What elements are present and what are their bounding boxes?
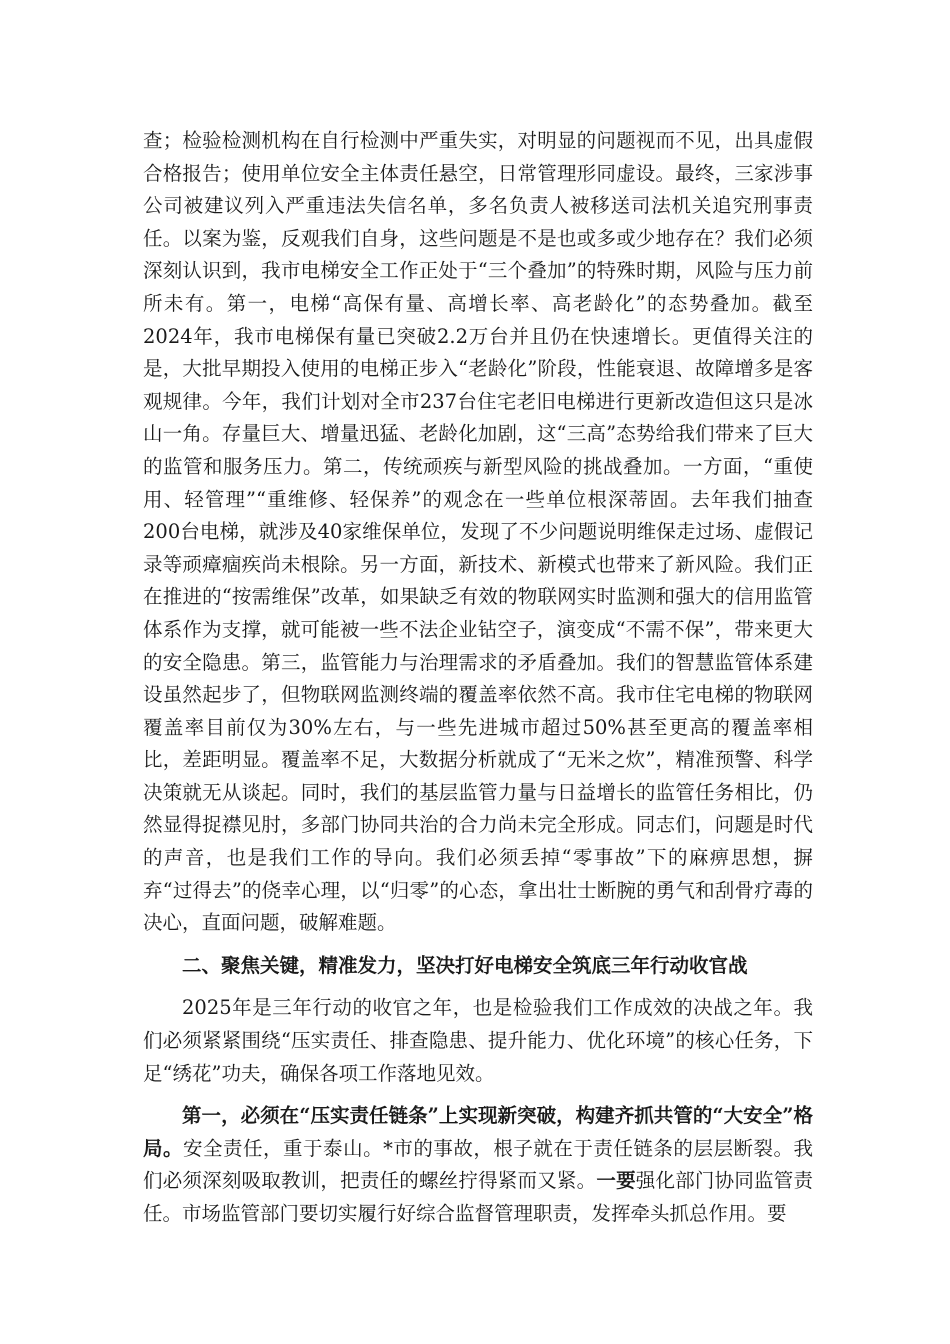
- document-page: [143, 125, 813, 1231]
- section-heading: 二、聚焦关键，精准发力，坚决打好电梯安全筑底三年行动收官战: [182, 953, 748, 977]
- body-paragraph: [143, 1100, 813, 1230]
- emphasis-text: 一要: [596, 1169, 636, 1193]
- emphasis-text: 第一，必须在“压实责任链条”上实现新突破，构建齐抓共管的“大安全”格局。: [143, 1104, 813, 1160]
- body-paragraph: 2025年是三年行动的收官之年，也是检验我们工作成效的决战之年。我们必须紧紧围绕“压实责任、排查隐患、提升能力、优化环境”的核心任务，下足“绣花”功夫，确保各项工作落地见效。: [143, 996, 813, 1085]
- body-paragraph: 查；检验检测机构在自行检测中严重失实，对明显的问题视而不见，出具虚假合格报告；使用单位安全主体责任悬空，日常管理形同虚设。最终，三家涉事公司被建议列入严重违法失信名单，多名负责人被移送司法机关追究刑事责任。以案为鉴，反观我们自身，这些问题是不是也或多或少地存在？我们必须深刻认识到，我市电梯安全工作正处于“三个叠加”的特殊时期，风险与压力前所未有。第一，电梯“高保有量、高增长率、高老龄化”的态势叠加。截至2024年，我市电梯保有量已突破2.2万台并且仍在快速增长。更值得关注的是，大批早期投入使用的电梯正步入“老龄化”阶段，性能衰退、故障增多是客观规律。今年，我们计划对全市237台住宅老旧电梯进行更新改造但这只是冰山一角。存量巨大、增量迅猛、老龄化加剧，这“三高”态势给我们带来了巨大的监管和服务压力。第二，传统顽疾与新型风险的挑战叠加。一方面，“重使用、轻管理”“重维修、轻保养”的观念在一些单位根深蒂固。去年我们抽查200台电梯，就涉及40家维保单位，发现了不少问题说明维保走过场、虚假记录等顽瘴痼疾尚未根除。另一方面，新技术、新模式也带来了新风险。我们正在推进的“按需维保”改革，如果缺乏有效的物联网实时监测和强大的信用监管体系作为支撑，就可能被一些不法企业钻空子，演变成“不需不保”，带来更大的安全隐患。第三，监管能力与治理需求的矛盾叠加。我们的智慧监管体系建设虽然起步了，但物联网监测终端的覆盖率依然不高。我市住宅电梯的物联网覆盖率目前仅为30%左右，与一些先进城市超过50%甚至更高的覆盖率相比，差距明显。覆盖率不足，大数据分析就成了“无米之炊”，精准预警、科学决策就无从谈起。同时，我们的基层监管力量与日益增长的监管任务相比，仍然显得捉襟见肘，多部门协同共治的合力尚未完全形成。同志们，问题是时代的声音，也是我们工作的导向。我们必须丢掉“零事故”下的麻痹思想，摒弃“过得去”的侥幸心理，以“归零”的心态，拿出壮士断腕的勇气和刮骨疗毒的决心，直面问题，破解难题。: [143, 129, 813, 935]
- paragraph-text: 安全责任，重于泰山。*市的事故，根子就在于责任链条的层层断裂。我们必须深刻吸取教训，把责任的螺丝拧得紧而又紧。: [143, 1136, 813, 1193]
- paragraph-text: 强化部门协同监管责任。市场监管部门要切实履行好综合监督管理职责，发挥牵头抓总作用。要: [143, 1169, 813, 1225]
